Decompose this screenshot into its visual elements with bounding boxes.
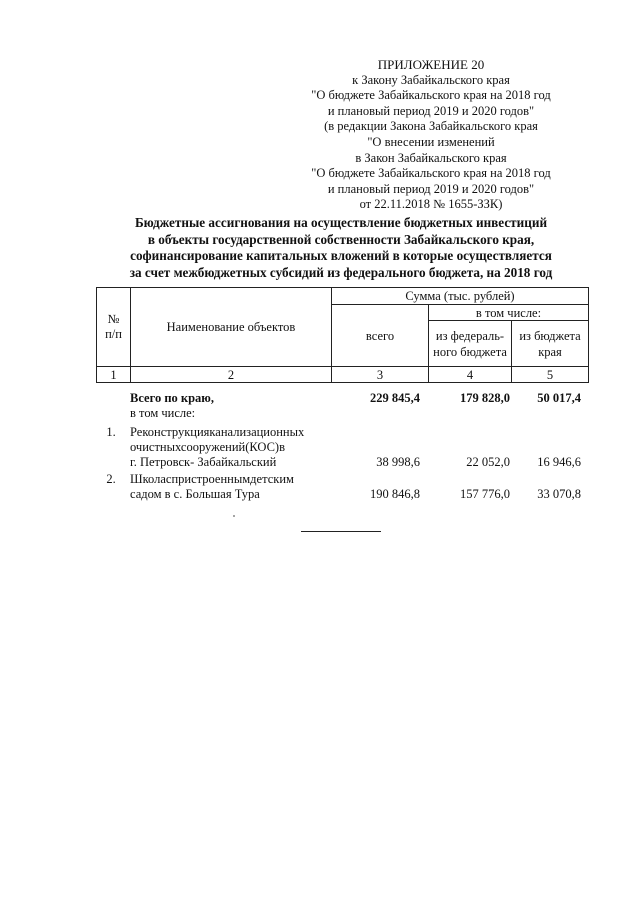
row-federal: 22 052,0: [466, 455, 510, 469]
row-name-line: Школаспристроеннымдетским: [130, 472, 294, 486]
header-regional: из бюджета края: [512, 321, 589, 367]
row-federal: 157 776,0: [460, 487, 510, 501]
column-number: 3: [332, 367, 429, 383]
appendix-line: в Закон Забайкальского края: [355, 150, 507, 165]
header-name: Наименование объектов: [131, 288, 332, 367]
header-sum: Сумма (тыс. рублей): [332, 288, 589, 305]
total-label: Всего по краю,: [130, 391, 214, 405]
header-federal: из федераль-ного бюджета: [429, 321, 512, 367]
column-number: 4: [429, 367, 512, 383]
header-number: № п/п: [97, 288, 131, 367]
row-number: 2.: [106, 472, 116, 486]
title-line: софинансирование капитальных вложений в которые осуществляется: [130, 248, 552, 264]
header-total: всего: [332, 305, 429, 367]
column-number: 1: [97, 367, 131, 383]
column-number: 2: [131, 367, 332, 383]
including-label: в том числе:: [130, 406, 196, 420]
row-name: [130, 425, 330, 470]
budget-table-header: [96, 287, 589, 383]
title-line: за счет межбюджетных субсидий из федерального бюджета, на 2018 год: [129, 264, 553, 280]
end-separator-line: [301, 531, 381, 532]
scan-speck: [233, 515, 235, 517]
title-line: Бюджетные ассигнования на осуществление бюджетных инвестиций: [134, 215, 548, 230]
total-regional: 50 017,4: [537, 391, 581, 405]
row-name: [130, 472, 330, 502]
row-name-line: садом в с. Большая Тура: [130, 487, 260, 501]
total-federal: 179 828,0: [460, 391, 510, 405]
header-including: в том числе:: [429, 305, 589, 321]
appendix-line: "О бюджете Забайкальского края на 2018 год: [311, 166, 551, 181]
row-regional: 16 946,6: [537, 455, 581, 469]
appendix-line: от 22.11.2018 № 1655-ЗЗК): [359, 197, 503, 212]
appendix-line: "О внесении изменений: [367, 134, 495, 149]
appendix-line: (в редакции Закона Забайкальского края: [324, 119, 538, 134]
row-name-line: г. Петровск- Забайкальский: [130, 455, 277, 469]
document-title: [96, 215, 586, 281]
appendix-line: и плановый период 2019 и 2020 годов": [327, 181, 535, 196]
column-number: 5: [512, 367, 589, 383]
title-line: в объекты государственной собственности Забайкальского края,: [147, 231, 535, 247]
appendix-line: ПРИЛОЖЕНИЕ 20: [377, 57, 485, 72]
appendix-block: [296, 57, 566, 213]
total-sum: 229 845,4: [370, 391, 420, 405]
appendix-line: и плановый период 2019 и 2020 годов": [327, 103, 535, 118]
row-total: 38 998,6: [376, 455, 420, 469]
row-name-line: очистныхсооружений(КОС)в: [130, 440, 285, 454]
appendix-line: к Закону Забайкальского края: [352, 72, 510, 87]
appendix-line: "О бюджете Забайкальского края на 2018 год: [311, 88, 551, 103]
row-number: 1.: [106, 425, 116, 439]
row-regional: 33 070,8: [537, 487, 581, 501]
row-total: 190 846,8: [370, 487, 420, 501]
row-name-line: Реконструкцияканализационных: [130, 425, 305, 439]
